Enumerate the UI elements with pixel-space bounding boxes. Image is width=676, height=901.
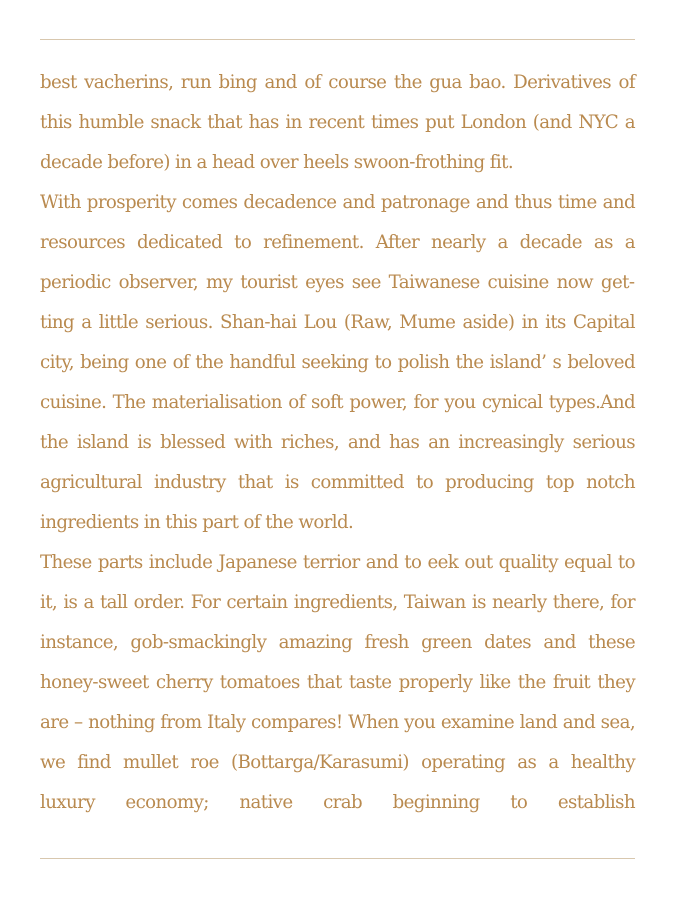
paragraph-3: These parts include Japanese terrior and to eek out quality equal to it, is a tall order. For certain ingredients, Taiwan is nearly there, for instance, gob-smackingly amazing fresh green dates and these honey-sweet cherry tomatoes that taste properly like the fruit they are – nothing from Italy compares! When you examine land and sea, we find mullet roe (Bottarga/Karasumi) operating as a healthy luxury economy; native crab beginning to establish <box>40 552 635 813</box>
bottom-divider <box>40 858 635 859</box>
paragraph-1: best vacherins, run bing and of course the gua bao. Derivatives of this humble snack that has in recent times put London (and NYC a decade before) in a head over heels swoon-frothing fit. <box>40 72 635 173</box>
paragraph-2: With prosperity comes decadence and patronage and thus time and resources dedicated to refinement. After nearly a decade as a periodic observer, my tourist eyes see Taiwanese cuisine now getting a little serious. Shan-hai Lou (Raw, Mume aside) in its Capital city, being one of the handful seeking to polish the island’ s beloved cuisine. The materialisation of soft power, for you cynical types.And the island is blessed with riches, and has an increasingly serious agricultural industry that is committed to producing top notch ingredients in this part of the world. <box>40 192 635 533</box>
top-divider <box>40 39 635 40</box>
article-body <box>40 63 635 823</box>
